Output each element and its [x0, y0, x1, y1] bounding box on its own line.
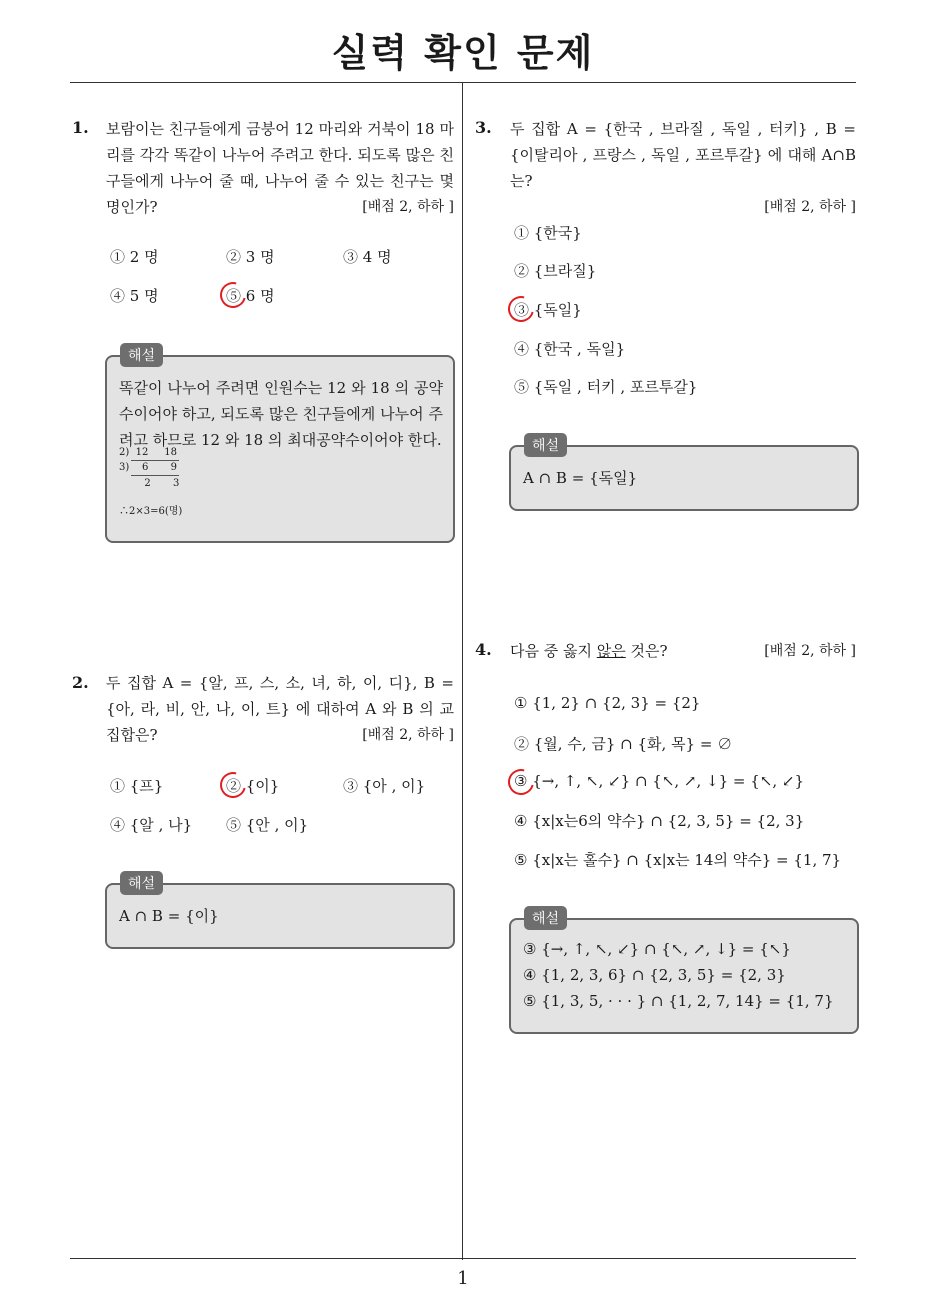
q1-explanation-label: 해설: [120, 343, 163, 367]
answer-mark-icon: [503, 291, 539, 327]
q3-explanation-label: 해설: [524, 433, 567, 457]
q1-explanation-text: 똑같이 나누어 주려면 인원수는 12 와 18 의 공약수이어야 하고, 되도록 많은 친구들에게 나누어 주려고 하므로 12 와 18 의 최대공약수이어야 한다.: [119, 379, 443, 449]
q4-choice-3[interactable]: ③ {→, ↑, ↖, ↙} ∩ {↖, ↗, ↓} = {↖, ↙}: [514, 772, 805, 790]
q4-text-after: 것은?: [625, 642, 668, 660]
q2-number: 2.: [72, 673, 89, 692]
q3-choice-2[interactable]: ② {브라질}: [514, 262, 597, 280]
q4-text-before: 다음 중 옳지: [510, 642, 597, 660]
page-title: 실력 확인 문제: [331, 31, 595, 75]
bottom-divider: [70, 1258, 856, 1259]
q4-choice-1[interactable]: ① {1, 2} ∩ {2, 3} = {2}: [514, 694, 701, 712]
q3-choice-4[interactable]: ④ {한국 , 독일}: [514, 340, 626, 358]
q2-meta: [배점 2, 하하 ]: [362, 727, 454, 743]
q4-body: [510, 638, 856, 664]
q4-explanation-line-1: ③ {→, ↑, ↖, ↙} ∩ {↖, ↗, ↓} = {↖}: [523, 940, 791, 958]
page-number: 1: [457, 1268, 469, 1289]
q3-choice-1[interactable]: ① {한국}: [514, 224, 582, 242]
q2-text: 두 집합 A = {알, 프, 스, 소, 녀, 하, 이, 디}, B = {아, 라, 비, 안, 나, 이, 트} 에 대하여 A 와 B 의 교집합은?: [106, 674, 454, 744]
q1-text: 보람이는 친구들에게 금붕어 12 마리와 거북이 18 마리를 각각 똑같이 나누어 주려고 한다. 되도록 많은 친구들에게 나누어 줄 때, 나누어 줄 수 있는 친구는 몇 명인가?: [106, 120, 454, 216]
q2-body: [106, 670, 454, 748]
q1-calc-line-1: 2) 12 18: [119, 447, 177, 458]
q3-text: 두 집합 A = {한국 , 브라질 , 독일 , 터키} , B = {이탈리아 , 프랑스 , 독일 , 포르투갈} 에 대해 A∩B 는?: [510, 120, 856, 190]
q1-result: ∴2×3=6(명): [119, 506, 183, 517]
q3-body: [510, 116, 856, 220]
q1-number: 1.: [72, 118, 89, 137]
q2-explanation-label: 해설: [120, 871, 163, 895]
q1-choice-1[interactable]: ① 2 명: [110, 248, 159, 266]
q4-meta: [배점 2, 하하 ]: [764, 643, 856, 659]
q4-explanation-line-2: ④ {1, 2, 3, 6} ∩ {2, 3, 5} = {2, 3}: [523, 966, 786, 984]
q1-choice-5[interactable]: ⑤ 6 명: [226, 287, 275, 305]
top-divider: [70, 82, 856, 83]
calc-divider: [131, 460, 179, 461]
q3-number: 3.: [475, 118, 492, 137]
q3-choice-5[interactable]: ⑤ {독일 , 터키 , 포르투갈}: [514, 378, 698, 396]
q1-choice-4[interactable]: ④ 5 명: [110, 287, 159, 305]
q4-choice-2[interactable]: ② {월, 수, 금} ∩ {화, 목} = ∅: [514, 735, 733, 753]
q4-text-underlined: 않은: [596, 642, 626, 660]
q4-choice-5[interactable]: ⑤ {x|x는 홀수} ∩ {x|x는 14의 약수} = {1, 7}: [514, 851, 842, 869]
q4-explanation-box: [509, 918, 859, 1034]
q1-meta: [배점 2, 하하 ]: [362, 199, 454, 215]
q3-explanation-text: A ∩ B = {독일}: [523, 469, 638, 487]
q3-choice-3[interactable]: ③ {독일}: [514, 301, 582, 319]
column-divider: [462, 82, 463, 1260]
q4-explanation-line-3: ⑤ {1, 3, 5, · · · } ∩ {1, 2, 7, 14} = {1, 7}: [523, 992, 834, 1010]
q1-choice-2[interactable]: ② 3 명: [226, 248, 275, 266]
q1-explanation-box: [105, 355, 455, 543]
q2-choice-3[interactable]: ③ {아 , 이}: [343, 777, 426, 795]
q2-choice-1[interactable]: ① {프}: [110, 777, 164, 795]
q1-calc-line-3: 2 3: [119, 478, 180, 489]
answer-mark-icon: [503, 764, 539, 800]
q2-choice-2[interactable]: ② {이}: [226, 777, 280, 795]
q4-number: 4.: [475, 640, 492, 659]
answer-mark-icon: [215, 277, 251, 313]
q2-explanation-text: A ∩ B = {이}: [119, 907, 219, 925]
q1-body: [106, 116, 454, 220]
calc-divider: [131, 475, 179, 476]
q4-explanation-label: 해설: [524, 906, 567, 930]
q4-choice-4[interactable]: ④ {x|x는6의 약수} ∩ {2, 3, 5} = {2, 3}: [514, 812, 805, 830]
q1-calc-line-2: 3) 6 9: [119, 462, 177, 473]
q2-choice-5[interactable]: ⑤ {안 , 이}: [226, 816, 309, 834]
q3-meta: [배점 2, 하하 ]: [764, 199, 856, 215]
q1-choice-3[interactable]: ③ 4 명: [343, 248, 392, 266]
answer-mark-icon: [215, 767, 251, 803]
q2-choice-4[interactable]: ④ {알 , 나}: [110, 816, 193, 834]
